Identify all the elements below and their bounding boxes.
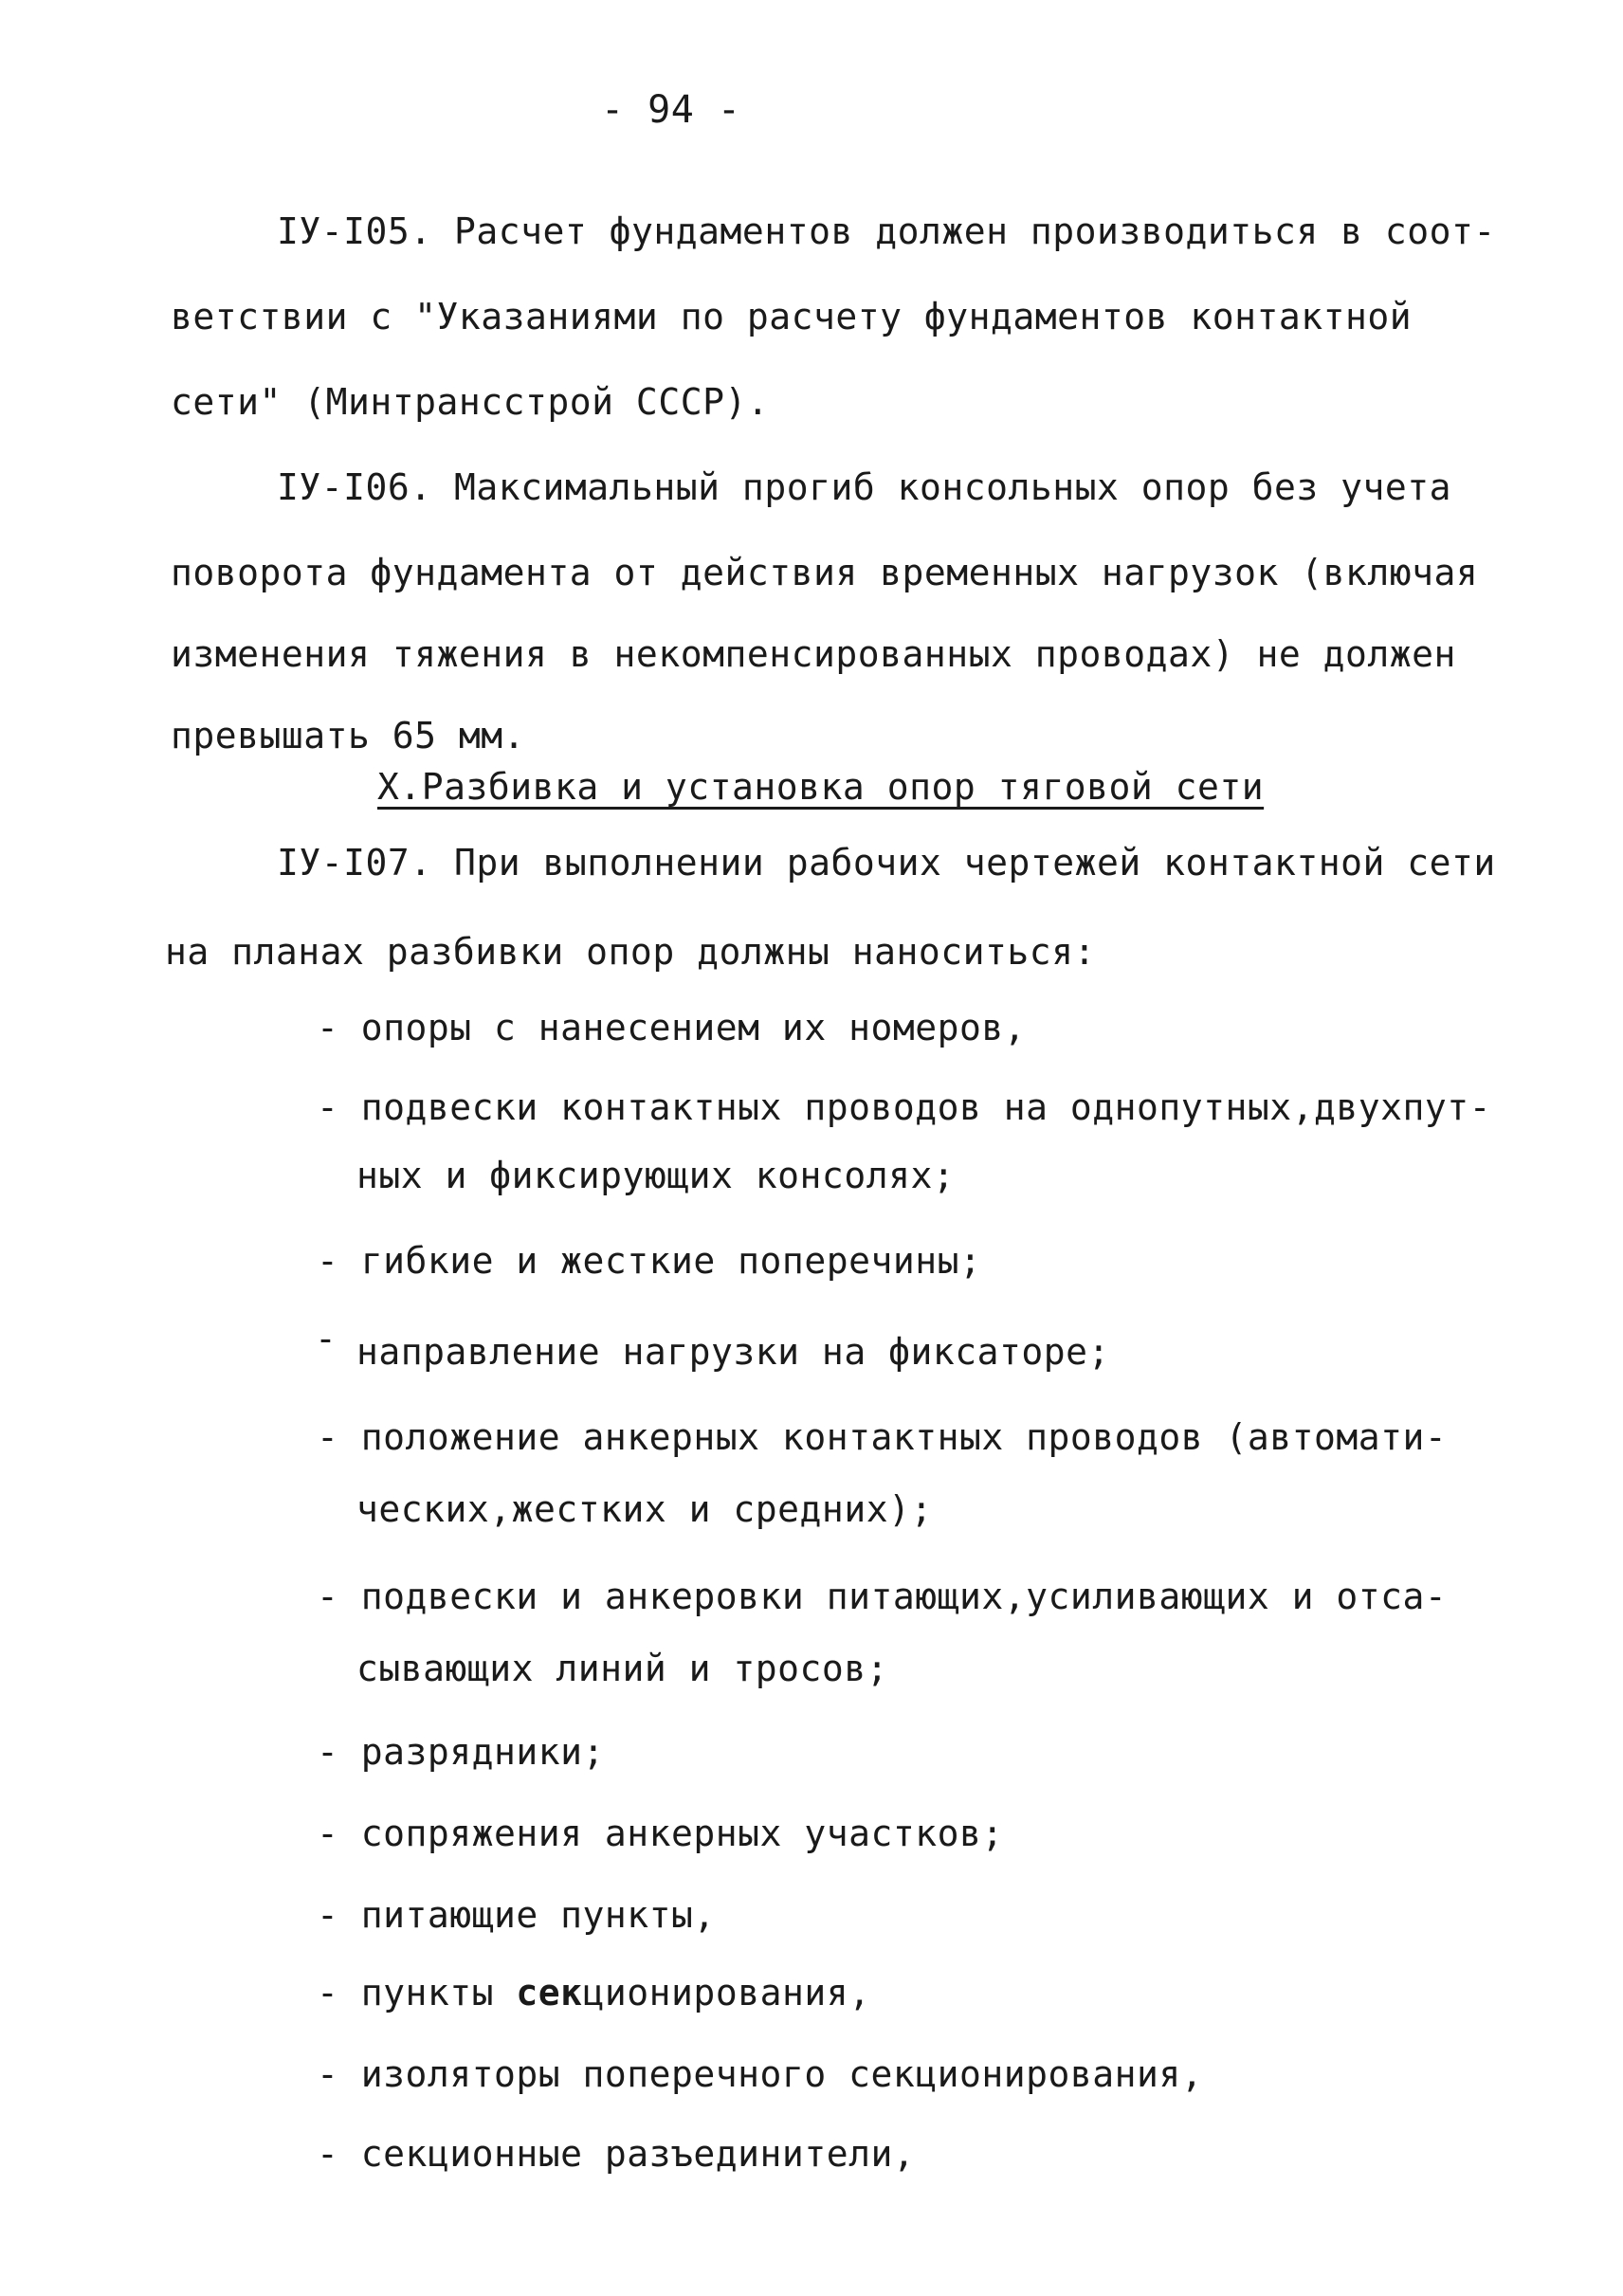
list-item-8: - сопряжения анкерных участков;	[317, 1813, 1004, 1854]
list-item-2-line-2: ных и фиксирующих консолях;	[356, 1155, 956, 1196]
list-item-11: - изоляторы поперечного секционирования,	[317, 2053, 1204, 2095]
list-item-1: - опоры с нанесением их номеров,	[317, 1007, 1027, 1048]
paragraph-105-line-1: IУ-I05. Расчет фундаментов должен производиться в соот-	[277, 210, 1496, 252]
list-item-2-line-1: - подвески контактных проводов на однопутных,двухпут-	[317, 1086, 1492, 1128]
paragraph-107-line-2: на планах разбивки опор должны наноситься:	[165, 931, 1096, 973]
page-number: - 94 -	[601, 88, 741, 132]
list-item-7: - разрядники;	[317, 1731, 605, 1773]
paragraph-105-line-3: сети" (Минтрансстрой СССР).	[171, 381, 770, 423]
list-item-10	[317, 1970, 870, 2015]
list-item-10-suffix: ционирования,	[582, 1972, 871, 2014]
list-item-3: - гибкие и жесткие поперечины;	[317, 1240, 982, 1282]
list-item-6-line-1: - подвески и анкеровки питающих,усиливающих и отса-	[317, 1576, 1448, 1617]
list-item-10-prefix: - пункты	[317, 1972, 517, 2014]
list-item-12: - секционные разъединители,	[317, 2133, 916, 2175]
paragraph-106-line-1: IУ-I06. Максимальный прогиб консольных опор без учета	[277, 466, 1452, 508]
list-item-9: - питающие пункты,	[317, 1894, 716, 1936]
paragraph-107-line-1: IУ-I07. При выполнении рабочих чертежей контактной сети	[277, 842, 1496, 884]
paragraph-106-line-3: изменения тяжения в некомпенсированных проводах) не должен	[171, 633, 1456, 675]
section-heading: Х.Разбивка и установка опор тяговой сети	[377, 766, 1265, 808]
list-item-4-text: направление нагрузки на фиксаторе;	[356, 1331, 1110, 1373]
paragraph-106-line-2: поворота фундамента от действия временных нагрузок (включая	[171, 552, 1479, 593]
list-item-10-bold: сек	[516, 1972, 583, 2014]
list-item-5-line-2: ческих,жестких и средних);	[356, 1488, 933, 1530]
list-item-4-dash: -	[315, 1318, 337, 1359]
paragraph-105-line-2: ветствии с "Указаниями по расчету фундаментов контактной	[171, 296, 1413, 337]
paragraph-106-line-4: превышать 65 мм.	[171, 715, 526, 756]
list-item-5-line-1: - положение анкерных контактных проводов (автомати-	[317, 1416, 1448, 1458]
list-item-6-line-2: сывающих линий и тросов;	[356, 1648, 889, 1689]
